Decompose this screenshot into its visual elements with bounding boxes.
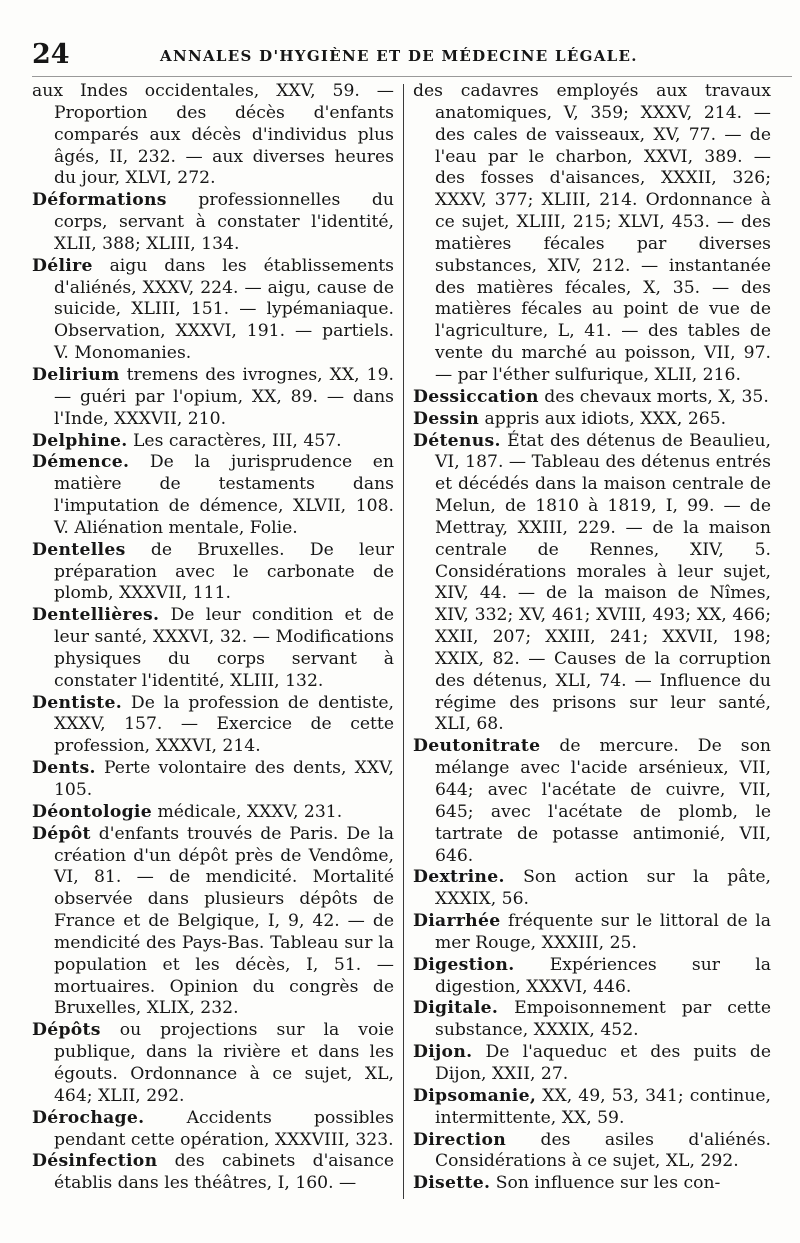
entry-text: appris aux idiots, XXX, 265. [479, 408, 727, 429]
right-column [413, 81, 771, 1195]
entry-headword: Dessin [413, 408, 480, 429]
entry-text: fréquente sur le littoral de la mer Rouge, XXXIII, 25. [435, 911, 771, 953]
index-entry [32, 824, 394, 1021]
entry-text: Perte volontaire des dents, XXV, 105. [54, 758, 394, 800]
index-entry [413, 81, 771, 387]
entry-headword: Dérochage. [32, 1107, 145, 1128]
entry-headword: Démence. [32, 452, 130, 473]
entry-headword: Déontologie [32, 801, 152, 822]
index-entry [32, 1108, 394, 1152]
entry-headword: Dentiste. [32, 692, 123, 713]
entry-headword: Direction [413, 1129, 507, 1150]
entry-headword: Désinfection [32, 1151, 158, 1172]
index-entry [32, 81, 394, 190]
entry-headword: Déformations [32, 190, 167, 211]
index-entry [413, 955, 771, 999]
index-entry [32, 365, 394, 431]
index-entry [413, 1130, 771, 1174]
entry-text: Expériences sur la digestion, XXXVI, 446. [435, 954, 771, 997]
entry-headword: Delirium [32, 364, 120, 385]
entry-text: des cabinets d'aisance établis dans les théâtres, I, 160. — [54, 1151, 394, 1194]
entry-headword: Dessiccation [413, 386, 539, 407]
index-entry [32, 1151, 394, 1195]
left-column [32, 81, 394, 1195]
index-entry [413, 431, 771, 737]
entry-text: État des détenus de Beaulieu, VI, 187. — Tableau des détenus entrés et décédés dans la maison centrale de Melun, de 1810 à 1819, I, 99. — de Mettray, XXIII, 229. — de la maison centrale de Rennes, XIV, 5. Considérations morales à leur sujet, XIV, 44. — de la maison de Nîmes, XIV, 332; XV, 461; XVIII, 493; XX, 466; XXII, 207; XXIII, 241; XXVII, 198; XXIX, 82. — Causes de la corruption des détenus, XLI, 74. — Influence du régime des prisons sur leur santé, XLI, 68. [435, 430, 771, 735]
index-entry [32, 605, 394, 692]
entry-text: De la jurisprudence en matière de testaments dans l'imputation de démence, XLVII, 108. V. Aliénation mentale, Folie. [54, 452, 394, 538]
index-entry [32, 256, 394, 365]
entry-text: Les caractères, III, 457. [127, 430, 342, 451]
entry-headword: Détenus. [413, 430, 501, 451]
entry-text: des chevaux morts, X, 35. [538, 386, 769, 407]
entry-text: aigu dans les établissements d'aliénés, XXXV, 224. — aigu, cause de suicide, XLIII, 151. — lypémaniaque. Observation, XXXVI, 191. — partiels. V. Monomanies. [54, 255, 394, 364]
index-entry [413, 1086, 771, 1130]
entry-text: Son action sur la pâte, XXXIX, 56. [435, 867, 771, 910]
entry-text: des cadavres employés aux travaux anatomiques, V, 359; XXXV, 214. — des cales de vaisseaux, XV, 77. — de l'eau par le charbon, XXVI, 389. — des fosses d'aisances, XXXII, 326; XXXV, 377; XLIII, 214. Ordonnance à ce sujet, XLIII, 215; XLVI, 453. — des matières fécales par diverses substances, XIV, 212. — instantanée des matières fécales, X, 35. — des matières fécales au point de vue de l'agriculture, L, 41. — des tables de vente du marché au poisson, VII, 97. — par l'éther sulfurique, XLII, 216. [413, 81, 771, 385]
entry-headword: Digestion. [413, 954, 515, 975]
entry-headword: Dipsomanie, [413, 1085, 537, 1106]
index-entry [32, 452, 394, 539]
entry-headword: Digitale. [413, 998, 499, 1019]
index-entry [32, 1020, 394, 1107]
column-divider [403, 84, 404, 1199]
index-entry [413, 867, 771, 911]
page-header [32, 40, 792, 77]
index-entry [413, 387, 771, 409]
entry-headword: Dentellières. [32, 605, 160, 626]
entry-headword: Dentelles [32, 539, 126, 560]
entry-text: des asiles d'aliénés. Considérations à ce sujet, XL, 292. [435, 1129, 771, 1172]
entry-text: de mercure. De son mélange avec l'acide arsénieux, VII, 644; avec l'acétate de cuivre, VII, 645; avec l'acétate de plomb, le tartrate de potasse antimonié, VII, 646. [435, 736, 771, 866]
entry-headword: Diarrhée [413, 911, 501, 932]
index-entry [32, 190, 394, 256]
index-entry [32, 802, 394, 824]
entry-text: tremens des ivrognes, XX, 19. — guéri par l'opium, XX, 89. — dans l'Inde, XXXVII, 210. [54, 364, 394, 429]
entry-text: De l'aqueduc et des puits de Dijon, XXII, 27. [435, 1042, 771, 1084]
entry-text: de Bruxelles. De leur préparation avec le carbonate de plomb, XXXVII, 111. [54, 539, 394, 604]
index-entry [32, 693, 394, 759]
entry-text: médicale, XXXV, 231. [151, 801, 343, 822]
index-entry [413, 736, 771, 867]
running-title: ANNALES D'HYGIÈNE ET DE MÉDECINE LÉGALE. [160, 47, 638, 65]
entry-text: aux Indes occidentales, XXV, 59. — Proportion des décès d'enfants comparés aux décès d'individus plus âgés, II, 232. — aux diverses heures du jour, XLVI, 272. [32, 81, 394, 189]
entry-text: XX, 49, 53, 341; continue, intermittente, XX, 59. [435, 1085, 771, 1128]
entry-text: Accidents possibles pendant cette opération, XXXVIII, 323. [54, 1107, 394, 1150]
entry-headword: Dijon. [413, 1042, 473, 1063]
entry-text: Empoisonnement par cette substance, XXXIX, 452. [435, 998, 771, 1041]
index-entry [413, 1173, 771, 1195]
entry-headword: Délire [32, 255, 93, 276]
entry-headword: Dépôt [32, 823, 91, 844]
index-entry [413, 1042, 771, 1086]
index-entry [32, 540, 394, 606]
page-number: 24 [32, 39, 70, 70]
entry-text: Son influence sur les con- [490, 1173, 721, 1194]
entry-headword: Dépôts [32, 1020, 101, 1041]
entry-text: De leur condition et de leur santé, XXXVI, 32. — Modifications physiques du corps servant à constater l'identité, XLIII, 132. [54, 605, 394, 691]
index-entry [413, 998, 771, 1042]
entry-text: professionnelles du corps, servant à constater l'identité, XLII, 388; XLIII, 134. [54, 190, 394, 254]
entry-headword: Dents. [32, 758, 96, 779]
entry-headword: Dextrine. [413, 867, 505, 888]
index-entry [413, 409, 771, 431]
index-entry [32, 758, 394, 802]
entry-text: d'enfants trouvés de Paris. De la création d'un dépôt près de Vendôme, VI, 81. — de mendicité. Mortalité observée dans plusieurs dépôts de France et de Belgique, I, 9, 42. — de mendicité des Pays-Bas. Tableau sur la population et les décès, I, 51. — mortuaires. Opinion du congrès de Bruxelles, XLIX, 232. [54, 823, 394, 1019]
entry-text: ou projections sur la voie publique, dans la rivière et dans les égouts. Ordonnance à ce sujet, XL, 464; XLII, 292. [54, 1020, 394, 1106]
index-entry [413, 911, 771, 955]
entry-headword: Disette. [413, 1173, 491, 1194]
index-entry [32, 431, 394, 453]
entry-text: De la profession de dentiste, XXXV, 157. — Exercice de cette profession, XXXVI, 214. [54, 692, 394, 757]
entry-headword: Delphine. [32, 430, 128, 451]
entry-headword: Deutonitrate [413, 736, 541, 757]
